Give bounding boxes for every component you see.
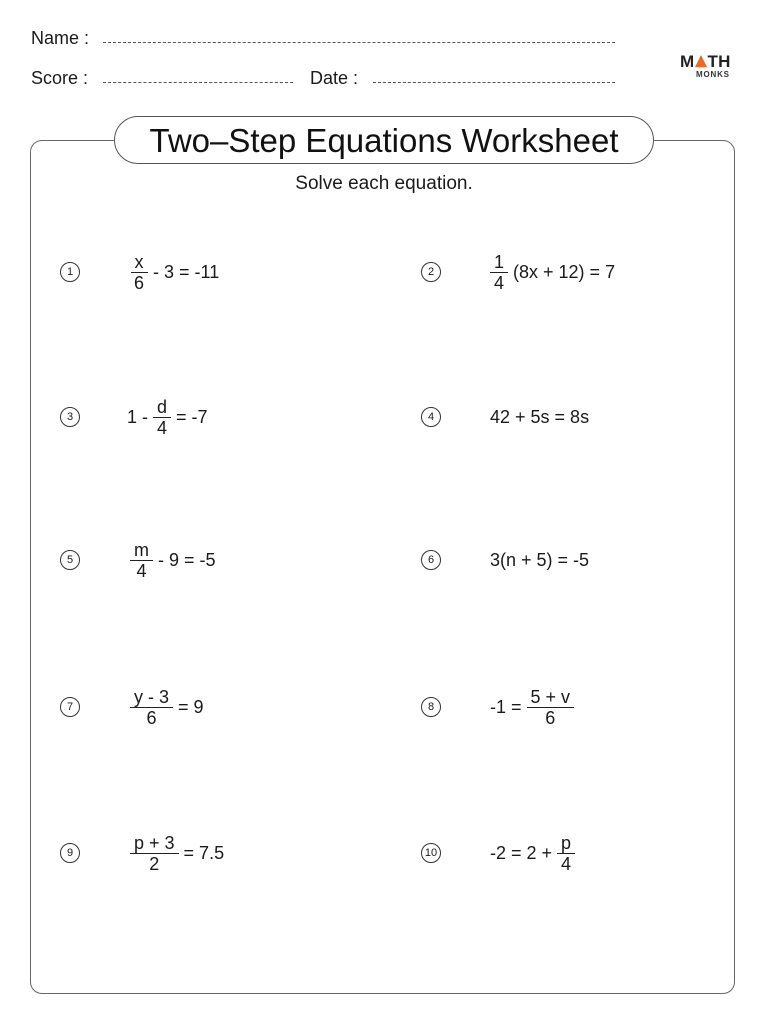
numerator: x [131,253,148,273]
logo-subtitle: MONKS [696,70,730,79]
problem-number: 10 [421,843,441,863]
equation [490,540,589,580]
fraction [130,541,153,580]
worksheet-title: Two–Step Equations Worksheet [149,121,619,159]
problem-number: 9 [60,843,80,863]
equation [127,687,204,727]
equation-text: = 7.5 [183,842,225,863]
numerator: d [153,398,171,418]
equation-text: (8x + 12) = 7 [513,261,616,282]
equation-text: - 9 = -5 [158,549,216,570]
title-banner [114,116,654,164]
equation [490,833,578,873]
fraction [130,253,148,292]
fraction [130,834,179,873]
score-label: Score : [31,68,89,88]
equation-text: -1 = [490,696,522,717]
equation-text: 3(n + 5) = -5 [490,549,590,570]
equation [490,687,577,727]
denominator: 2 [149,853,160,874]
problem-number: 8 [421,697,441,717]
equation [127,540,216,580]
equation-text: = -7 [176,406,208,427]
numerator: p + 3 [130,834,179,854]
fraction [527,688,575,727]
denominator: 6 [134,272,145,293]
fraction [490,253,508,292]
equation-text: -2 = 2 + [490,842,553,863]
denominator: 4 [561,853,572,874]
instruction-text: Solve each equation. [295,173,473,194]
fraction [130,688,173,727]
date-line[interactable] [373,82,615,83]
problem-number: 3 [60,407,80,427]
triangle-icon [695,55,707,67]
denominator: 4 [494,272,505,293]
equation-text: = 9 [178,696,204,717]
numerator: 1 [490,253,508,273]
equation-text: 42 + 5s = 8s [490,406,590,427]
problem-number: 4 [421,407,441,427]
equation [127,252,219,292]
numerator: y - 3 [130,688,173,708]
denominator: 4 [136,560,147,581]
numerator: p [557,834,575,854]
problem-number: 6 [421,550,441,570]
numerator: 5 + v [527,688,575,708]
equation [127,833,224,873]
name-line[interactable] [103,42,615,43]
name-label: Name : [31,28,90,48]
denominator: 4 [157,417,168,438]
problem-number: 2 [421,262,441,282]
denominator: 6 [545,707,556,728]
equation [490,397,589,437]
math-monks-logo [680,52,744,86]
problem-number: 1 [60,262,80,282]
equation-text: - 3 = -11 [153,261,220,282]
equation [487,252,615,292]
fraction [153,398,171,437]
equation [127,397,208,437]
logo-wordmark: M TH [680,52,731,71]
date-label: Date : [310,68,359,88]
problem-number: 7 [60,697,80,717]
denominator: 6 [146,707,157,728]
equation-text: 1 - [127,406,149,427]
problem-number: 5 [60,550,80,570]
fraction [557,834,575,873]
score-line[interactable] [103,82,293,83]
numerator: m [130,541,153,561]
